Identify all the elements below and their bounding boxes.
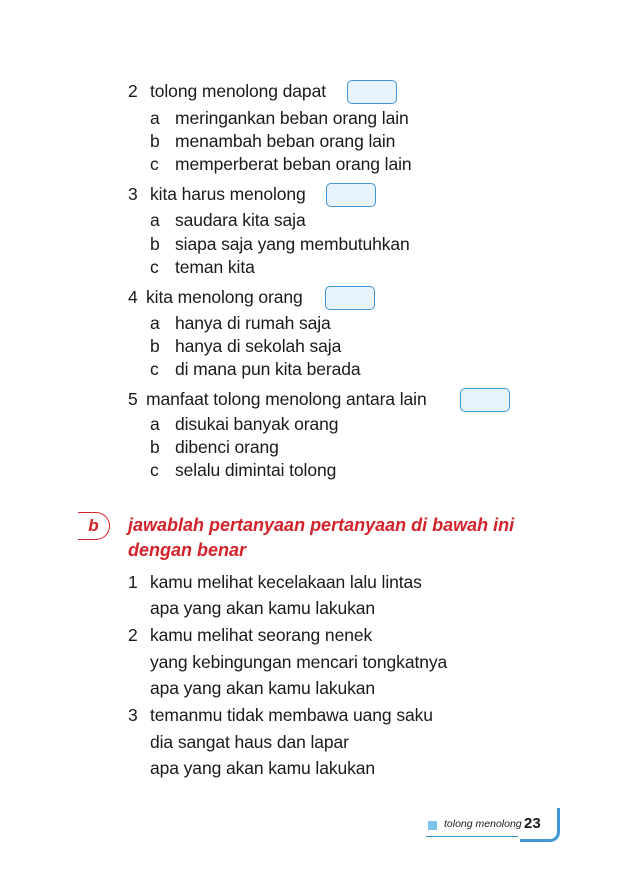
section-title-continued: dengan benar	[128, 540, 247, 560]
option-letter: c	[150, 359, 159, 379]
option-letter: b	[150, 234, 160, 254]
question-text: kita menolong orang	[146, 287, 303, 307]
question-line: yang kebingungan mencari tongkatnya	[150, 652, 448, 672]
question-number: 5	[128, 389, 138, 409]
option-text: di mana pun kita berada	[175, 359, 361, 379]
question-text: tolong menolong dapat	[150, 81, 326, 101]
question-line: kamu melihat seorang nenek	[150, 625, 373, 645]
answer-box[interactable]	[325, 286, 375, 310]
question-line: temanmu tidak membawa uang saku	[150, 705, 433, 725]
option-text: meringankan beban orang lain	[175, 108, 409, 128]
option-letter: a	[150, 108, 160, 128]
option-text: siapa saja yang membutuhkan	[175, 234, 410, 254]
option-text: dibenci orang	[175, 437, 279, 457]
page-number-frame	[520, 808, 560, 842]
option-text: memperberat beban orang lain	[175, 154, 412, 174]
option-text: disukai banyak orang	[175, 414, 339, 434]
section-badge: b	[78, 512, 110, 540]
question-number: 1	[128, 572, 138, 592]
question-number: 3	[128, 184, 138, 204]
answer-box[interactable]	[326, 183, 376, 207]
answer-box[interactable]	[460, 388, 510, 412]
option-letter: c	[150, 154, 159, 174]
footer-rule	[426, 836, 518, 837]
option-text: hanya di sekolah saja	[175, 336, 342, 356]
option-letter: b	[150, 437, 160, 457]
chapter-title: tolong menolong	[444, 818, 522, 830]
question-line: apa yang akan kamu lakukan	[150, 678, 376, 698]
answer-box[interactable]	[347, 80, 397, 104]
option-letter: a	[150, 414, 160, 434]
page-number: 23	[524, 815, 541, 832]
option-text: hanya di rumah saja	[175, 313, 331, 333]
option-letter: a	[150, 313, 160, 333]
section-title: jawablah pertanyaan pertanyaan di bawah ini	[128, 515, 515, 535]
option-letter: b	[150, 336, 160, 356]
question-number: 3	[128, 705, 138, 725]
option-letter: c	[150, 460, 159, 480]
option-text: menambah beban orang lain	[175, 131, 396, 151]
question-text: manfaat tolong menolong antara lain	[146, 389, 427, 409]
question-line: apa yang akan kamu lakukan	[150, 758, 376, 778]
question-number: 2	[128, 81, 138, 101]
question-number: 4	[128, 287, 138, 307]
option-letter: a	[150, 210, 160, 230]
option-text: teman kita	[175, 257, 255, 277]
question-line: kamu melihat kecelakaan lalu lintas	[150, 572, 422, 592]
question-number: 2	[128, 625, 138, 645]
footer-marker	[428, 821, 437, 830]
option-letter: c	[150, 257, 159, 277]
option-text: selalu dimintai tolong	[175, 460, 337, 480]
option-text: saudara kita saja	[175, 210, 306, 230]
question-line: dia sangat haus dan lapar	[150, 732, 349, 752]
question-line: apa yang akan kamu lakukan	[150, 598, 376, 618]
question-text: kita harus menolong	[150, 184, 306, 204]
option-letter: b	[150, 131, 160, 151]
